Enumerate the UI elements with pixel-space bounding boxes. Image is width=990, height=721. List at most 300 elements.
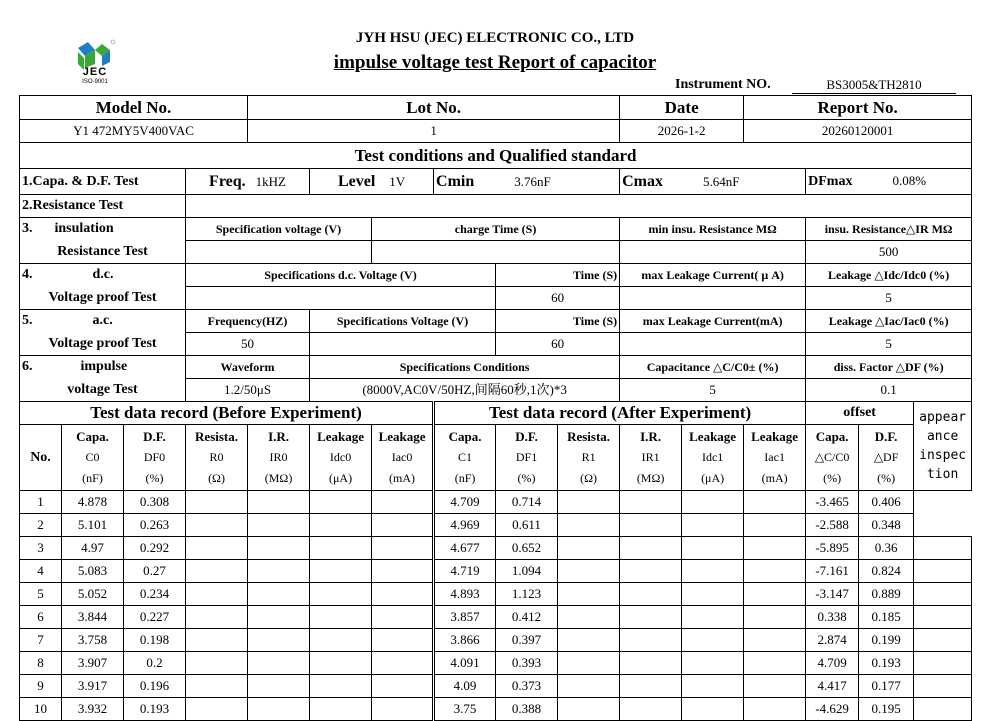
dc-l2: Voltage proof Test bbox=[20, 287, 186, 310]
table-row bbox=[20, 560, 972, 583]
table-cell: 3.907 bbox=[62, 652, 124, 675]
dc-num: 4. bbox=[22, 267, 33, 283]
column-header-line: Capa. bbox=[76, 429, 109, 444]
column-header-line: IR0 bbox=[269, 450, 288, 464]
table-cell bbox=[248, 537, 310, 560]
insulation-num: 3. bbox=[22, 221, 33, 237]
dc-label bbox=[20, 264, 186, 287]
table-cell: 0.227 bbox=[124, 606, 186, 629]
table-cell bbox=[186, 606, 248, 629]
table-cell bbox=[186, 537, 248, 560]
table-cell: 4.709 bbox=[806, 652, 859, 675]
table-cell: 4.719 bbox=[434, 560, 496, 583]
table-cell: 0.308 bbox=[124, 491, 186, 514]
table-cell bbox=[620, 514, 682, 537]
table-cell bbox=[744, 652, 806, 675]
table-cell: 0.412 bbox=[496, 606, 558, 629]
column-header bbox=[682, 425, 744, 491]
impulse-waveform: Waveform bbox=[186, 356, 310, 379]
column-header-line: Idc0 bbox=[329, 450, 352, 464]
freq-label: Freq. bbox=[209, 172, 246, 190]
table-cell: 5.052 bbox=[62, 583, 124, 606]
cmin-value: 3.76nF bbox=[514, 173, 551, 189]
dc-leakage-value: 5 bbox=[806, 287, 972, 310]
column-header-line: Capa. bbox=[815, 429, 849, 444]
report-value: 20260120001 bbox=[744, 120, 972, 143]
column-header-line: I.R. bbox=[268, 429, 290, 444]
appearance-cell bbox=[914, 652, 972, 675]
report-label: Report No. bbox=[744, 96, 972, 120]
insulation-label bbox=[20, 218, 186, 241]
table-row bbox=[20, 698, 972, 721]
table-cell bbox=[310, 583, 372, 606]
table-cell bbox=[248, 675, 310, 698]
ins-spec-voltage: Specification voltage (V) bbox=[186, 218, 372, 241]
lot-value: 1 bbox=[248, 120, 620, 143]
table-cell bbox=[372, 560, 434, 583]
table-cell bbox=[558, 652, 620, 675]
table-cell bbox=[372, 537, 434, 560]
column-header-line: I.R. bbox=[640, 429, 662, 444]
table-cell bbox=[620, 491, 682, 514]
table-cell: 0.177 bbox=[859, 675, 914, 698]
table-cell bbox=[558, 560, 620, 583]
ac-l2: Voltage proof Test bbox=[20, 333, 186, 356]
table-cell: 0.397 bbox=[496, 629, 558, 652]
table-cell bbox=[682, 698, 744, 721]
column-header bbox=[372, 425, 434, 491]
table-cell bbox=[310, 537, 372, 560]
ac-spec-voltage: Specifications Voltage (V) bbox=[310, 310, 496, 333]
table-cell: 0.652 bbox=[496, 537, 558, 560]
impulse-num: 6. bbox=[22, 359, 33, 375]
ac-num: 5. bbox=[22, 313, 33, 329]
insulation-l2: Resistance Test bbox=[20, 241, 186, 264]
table-cell bbox=[310, 698, 372, 721]
column-header bbox=[186, 425, 248, 491]
appearance-cell bbox=[914, 629, 972, 652]
appearance-cell bbox=[914, 606, 972, 629]
column-header-line: Leakage bbox=[317, 429, 365, 444]
table-cell bbox=[310, 491, 372, 514]
table-cell bbox=[248, 652, 310, 675]
impulse-spec-conditions: Specifications Conditions bbox=[310, 356, 620, 379]
table-cell: 0.338 bbox=[806, 606, 859, 629]
dc-spec-voltage: Specifications d.c. Voltage (V) bbox=[186, 264, 496, 287]
appearance-cell bbox=[914, 537, 972, 560]
table-cell bbox=[310, 514, 372, 537]
appearance-cell bbox=[914, 675, 972, 698]
logo-iso: ISO-9001 bbox=[82, 79, 108, 85]
table-cell bbox=[310, 606, 372, 629]
table-cell bbox=[620, 537, 682, 560]
table-cell: 0.824 bbox=[859, 560, 914, 583]
table-cell bbox=[372, 606, 434, 629]
cmin-label: Cmin bbox=[436, 172, 475, 190]
table-cell bbox=[620, 560, 682, 583]
column-header-line: Resista. bbox=[195, 429, 238, 444]
table-cell bbox=[682, 514, 744, 537]
dc-max-leakage: max Leakage Current( μ A) bbox=[620, 264, 806, 287]
appearance-title: appear ance inspec tion bbox=[914, 402, 972, 491]
model-label: Model No. bbox=[20, 96, 248, 120]
table-cell bbox=[372, 652, 434, 675]
row-number: 3 bbox=[20, 537, 62, 560]
table-cell bbox=[186, 583, 248, 606]
table-cell: -3.147 bbox=[806, 583, 859, 606]
column-header-line: (mA) bbox=[389, 471, 416, 485]
dc-time-value: 60 bbox=[496, 287, 620, 310]
column-header bbox=[62, 425, 124, 491]
table-cell bbox=[558, 537, 620, 560]
table-cell: 0.198 bbox=[124, 629, 186, 652]
table-cell: 3.866 bbox=[434, 629, 496, 652]
table-cell bbox=[558, 698, 620, 721]
ac-max-leakage: max Leakage Current(mA) bbox=[620, 310, 806, 333]
table-cell bbox=[620, 675, 682, 698]
impulse-capacitance-value: 5 bbox=[620, 379, 806, 402]
table-cell bbox=[744, 491, 806, 514]
column-header-line: △DF bbox=[873, 450, 899, 464]
report-title: impulse voltage test Report of capacitor bbox=[333, 52, 657, 73]
impulse-capacitance: Capacitance △C/C0± (%) bbox=[620, 356, 806, 379]
table-cell bbox=[682, 652, 744, 675]
table-cell bbox=[558, 675, 620, 698]
dfmax-value: 0.08% bbox=[892, 173, 927, 188]
table-cell: 0.196 bbox=[124, 675, 186, 698]
table-cell bbox=[558, 629, 620, 652]
table-cell: 0.193 bbox=[124, 698, 186, 721]
table-cell bbox=[372, 629, 434, 652]
ac-l1: a.c. bbox=[92, 313, 113, 329]
column-header-line: Leakage bbox=[378, 429, 426, 444]
cmax-label: Cmax bbox=[622, 172, 663, 190]
row-number: 1 bbox=[20, 491, 62, 514]
column-header-line: Resista. bbox=[567, 429, 611, 444]
table-cell bbox=[248, 491, 310, 514]
column-header-line: IR1 bbox=[641, 450, 660, 464]
table-cell bbox=[186, 491, 248, 514]
table-cell: -7.161 bbox=[806, 560, 859, 583]
column-header-line: (Ω) bbox=[580, 471, 598, 485]
impulse-waveform-value: 1.2/50μS bbox=[186, 379, 310, 402]
column-header-line: C1 bbox=[458, 450, 473, 464]
date-value: 2026-1-2 bbox=[620, 120, 744, 143]
table-cell: 4.969 bbox=[434, 514, 496, 537]
column-header-line: Leakage bbox=[689, 429, 737, 444]
row-number: 7 bbox=[20, 629, 62, 652]
table-cell: 3.844 bbox=[62, 606, 124, 629]
cmax-value: 5.64nF bbox=[703, 173, 740, 189]
table-cell: 0.199 bbox=[859, 629, 914, 652]
table-cell: 4.709 bbox=[434, 491, 496, 514]
table-cell bbox=[186, 629, 248, 652]
table-cell: 4.417 bbox=[806, 675, 859, 698]
freq-value: 1kHZ bbox=[255, 173, 286, 189]
table-cell bbox=[620, 652, 682, 675]
table-cell: 0.193 bbox=[859, 652, 914, 675]
capa-test-label: 1.Capa. & D.F. Test bbox=[20, 169, 186, 195]
table-cell bbox=[744, 629, 806, 652]
table-cell bbox=[558, 583, 620, 606]
table-cell bbox=[558, 606, 620, 629]
report-table bbox=[19, 95, 972, 721]
ac-time-value: 60 bbox=[496, 333, 620, 356]
table-cell: 3.857 bbox=[434, 606, 496, 629]
table-cell: 0.611 bbox=[496, 514, 558, 537]
table-cell: 0.388 bbox=[496, 698, 558, 721]
column-header-line: DF0 bbox=[143, 450, 166, 464]
column-header-line: (mA) bbox=[761, 471, 788, 485]
appearance-cell bbox=[914, 560, 972, 583]
table-cell: 5.101 bbox=[62, 514, 124, 537]
table-cell bbox=[372, 583, 434, 606]
table-cell bbox=[744, 560, 806, 583]
table-cell: 0.36 bbox=[859, 537, 914, 560]
table-cell bbox=[744, 675, 806, 698]
table-cell bbox=[682, 583, 744, 606]
table-cell bbox=[186, 652, 248, 675]
column-header-line: D.F. bbox=[143, 429, 166, 444]
table-cell bbox=[620, 606, 682, 629]
logo-text: JEC bbox=[82, 66, 108, 78]
column-header-line: (μA) bbox=[329, 471, 353, 485]
table-cell: 0.373 bbox=[496, 675, 558, 698]
column-header-line: (MΩ) bbox=[636, 471, 665, 485]
table-cell bbox=[682, 606, 744, 629]
column-header-line: DF1 bbox=[515, 450, 538, 464]
table-cell: 4.893 bbox=[434, 583, 496, 606]
conditions-title: Test conditions and Qualified standard bbox=[20, 143, 972, 169]
table-cell bbox=[248, 629, 310, 652]
table-cell: 3.758 bbox=[62, 629, 124, 652]
table-row bbox=[20, 583, 972, 606]
table-cell bbox=[744, 514, 806, 537]
appearance-cell bbox=[914, 583, 972, 606]
table-cell: 5.083 bbox=[62, 560, 124, 583]
table-cell: 0.2 bbox=[124, 652, 186, 675]
row-number: 2 bbox=[20, 514, 62, 537]
ins-charge-time: charge Time (S) bbox=[372, 218, 620, 241]
row-number: 8 bbox=[20, 652, 62, 675]
table-cell: 0.292 bbox=[124, 537, 186, 560]
table-cell bbox=[310, 629, 372, 652]
column-header-line: R1 bbox=[581, 450, 596, 464]
column-header bbox=[558, 425, 620, 491]
column-header-line: C0 bbox=[85, 450, 100, 464]
table-cell: -5.895 bbox=[806, 537, 859, 560]
model-value: Y1 472MY5V400VAC bbox=[20, 120, 248, 143]
table-row bbox=[20, 606, 972, 629]
table-cell bbox=[186, 698, 248, 721]
table-row bbox=[20, 629, 972, 652]
table-cell: 0.393 bbox=[496, 652, 558, 675]
table-cell bbox=[682, 629, 744, 652]
table-cell: 0.185 bbox=[859, 606, 914, 629]
column-header-line: Capa. bbox=[448, 429, 482, 444]
column-header-line: Leakage bbox=[751, 429, 799, 444]
dfmax-label: DFmax bbox=[808, 174, 853, 189]
level-value: 1V bbox=[389, 173, 406, 189]
table-cell bbox=[372, 514, 434, 537]
table-cell bbox=[248, 514, 310, 537]
table-cell bbox=[310, 675, 372, 698]
row-number: 9 bbox=[20, 675, 62, 698]
table-cell bbox=[682, 537, 744, 560]
table-cell: 0.263 bbox=[124, 514, 186, 537]
column-header-line: (%) bbox=[517, 471, 536, 485]
column-header bbox=[806, 425, 859, 491]
no-label: No. bbox=[20, 425, 62, 491]
column-header-line: Iac0 bbox=[391, 450, 413, 464]
ins-min-resistance: min insu. Resistance MΩ bbox=[620, 218, 806, 241]
table-cell: 4.09 bbox=[434, 675, 496, 698]
table-cell: 4.878 bbox=[62, 491, 124, 514]
column-header bbox=[744, 425, 806, 491]
column-header bbox=[496, 425, 558, 491]
table-cell bbox=[620, 583, 682, 606]
data-rows bbox=[20, 491, 972, 721]
column-header-line: (nF) bbox=[82, 471, 103, 485]
row-number: 10 bbox=[20, 698, 62, 721]
date-label: Date bbox=[620, 96, 744, 120]
table-cell bbox=[186, 560, 248, 583]
resistance-test-label: 2.Resistance Test bbox=[20, 195, 186, 218]
table-cell bbox=[372, 491, 434, 514]
column-header-line: R0 bbox=[209, 450, 224, 464]
table-cell bbox=[682, 560, 744, 583]
column-header-row bbox=[20, 425, 972, 491]
table-cell bbox=[248, 606, 310, 629]
table-cell: 0.234 bbox=[124, 583, 186, 606]
table-cell: 4.091 bbox=[434, 652, 496, 675]
column-header-line: (%) bbox=[145, 471, 164, 485]
table-cell: 4.677 bbox=[434, 537, 496, 560]
row-number: 4 bbox=[20, 560, 62, 583]
table-cell bbox=[744, 606, 806, 629]
column-header bbox=[310, 425, 372, 491]
impulse-diss-factor: diss. Factor △DF (%) bbox=[806, 356, 972, 379]
column-header-line: (Ω) bbox=[208, 471, 225, 485]
table-cell: 3.932 bbox=[62, 698, 124, 721]
ins-delta-ir-value: 500 bbox=[806, 241, 972, 264]
instrument-value: BS3005&TH2810 bbox=[792, 77, 956, 94]
table-cell bbox=[744, 698, 806, 721]
table-cell: 0.406 bbox=[859, 491, 914, 514]
table-cell bbox=[248, 583, 310, 606]
column-header bbox=[859, 425, 914, 491]
impulse-label bbox=[20, 356, 186, 379]
company-name: JYH HSU (JEC) ELECTRONIC CO., LTD bbox=[355, 30, 635, 46]
column-header-line: (%) bbox=[877, 471, 896, 485]
table-cell bbox=[372, 698, 434, 721]
table-row bbox=[20, 537, 972, 560]
table-cell bbox=[372, 675, 434, 698]
table-cell bbox=[310, 560, 372, 583]
table-cell bbox=[744, 583, 806, 606]
ins-delta-ir: insu. Resistance△IR MΩ bbox=[806, 218, 972, 241]
column-header-line: D.F. bbox=[874, 429, 898, 444]
table-cell bbox=[558, 514, 620, 537]
table-cell bbox=[186, 514, 248, 537]
column-header bbox=[434, 425, 496, 491]
table-cell: 0.27 bbox=[124, 560, 186, 583]
dc-l1: d.c. bbox=[92, 267, 114, 283]
impulse-spec-value: (8000V,AC0V/50HZ,间隔60秒,1次)*3 bbox=[310, 379, 620, 402]
column-header-line: (MΩ) bbox=[264, 471, 293, 485]
appearance-cell bbox=[914, 698, 972, 721]
table-cell bbox=[620, 698, 682, 721]
lot-label: Lot No. bbox=[248, 96, 620, 120]
column-header-line: (nF) bbox=[454, 471, 476, 485]
ac-label bbox=[20, 310, 186, 333]
insulation-l1: insulation bbox=[54, 221, 114, 237]
column-header-line: Iac1 bbox=[764, 450, 785, 464]
ac-leakage-value: 5 bbox=[806, 333, 972, 356]
table-cell bbox=[744, 537, 806, 560]
table-cell: 2.874 bbox=[806, 629, 859, 652]
table-cell bbox=[248, 698, 310, 721]
ac-frequency-value: 50 bbox=[186, 333, 310, 356]
table-cell: 3.75 bbox=[434, 698, 496, 721]
row-number: 5 bbox=[20, 583, 62, 606]
table-cell bbox=[558, 491, 620, 514]
level-label: Level bbox=[337, 172, 376, 190]
table-cell bbox=[248, 560, 310, 583]
table-cell: 0.889 bbox=[859, 583, 914, 606]
table-row bbox=[20, 514, 972, 537]
table-cell: -4.629 bbox=[806, 698, 859, 721]
after-title: Test data record (After Experiment) bbox=[434, 402, 806, 425]
ac-frequency: Frequency(HZ) bbox=[186, 310, 310, 333]
table-cell: -2.588 bbox=[806, 514, 859, 537]
column-header-line: D.F. bbox=[515, 429, 538, 444]
table-cell: 0.195 bbox=[859, 698, 914, 721]
table-cell: 0.348 bbox=[859, 514, 914, 537]
ac-time-label: Time (S) bbox=[496, 310, 620, 333]
table-row bbox=[20, 652, 972, 675]
column-header bbox=[124, 425, 186, 491]
impulse-l1: impulse bbox=[80, 359, 128, 375]
table-cell: 1.094 bbox=[496, 560, 558, 583]
ac-leakage-delta: Leakage △Iac/Iac0 (%) bbox=[806, 310, 972, 333]
column-header-line: △C/C0 bbox=[814, 450, 850, 464]
dc-leakage-delta: Leakage △Idc/Idc0 (%) bbox=[806, 264, 972, 287]
table-cell: 0.714 bbox=[496, 491, 558, 514]
table-cell: -3.465 bbox=[806, 491, 859, 514]
table-cell: 1.123 bbox=[496, 583, 558, 606]
table-row bbox=[20, 491, 972, 514]
impulse-diss-value: 0.1 bbox=[806, 379, 972, 402]
column-header-line: (μA) bbox=[701, 471, 725, 485]
table-cell bbox=[682, 675, 744, 698]
instrument-label: Instrument NO. bbox=[675, 77, 771, 92]
table-cell: 3.917 bbox=[62, 675, 124, 698]
offset-title: offset bbox=[806, 402, 914, 425]
table-cell bbox=[186, 675, 248, 698]
table-cell bbox=[310, 652, 372, 675]
impulse-l2: voltage Test bbox=[20, 379, 186, 402]
column-header-line: Idc1 bbox=[701, 450, 724, 464]
before-title: Test data record (Before Experiment) bbox=[20, 402, 434, 425]
table-cell bbox=[682, 491, 744, 514]
table-row bbox=[20, 675, 972, 698]
column-header-line: (%) bbox=[823, 471, 842, 485]
table-cell: 4.97 bbox=[62, 537, 124, 560]
column-header bbox=[248, 425, 310, 491]
table-cell bbox=[620, 629, 682, 652]
row-number: 6 bbox=[20, 606, 62, 629]
